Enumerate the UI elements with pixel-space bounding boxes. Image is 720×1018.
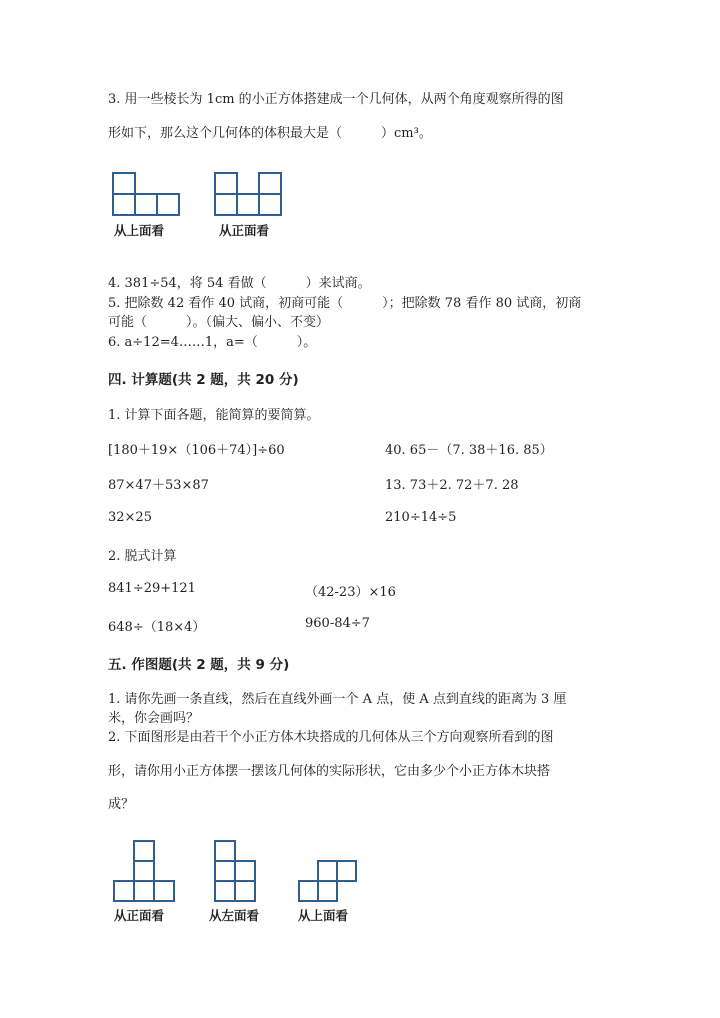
calc-item: 40. 65－（7. 38＋16. 85） <box>385 443 553 458</box>
q5-text-line1: 5. 把除数 42 看作 40 试商，初商可能（ ）；把除数 78 看作 80 试商，初商 <box>108 296 582 311</box>
q6-text: 6. a÷12=4……1，a=（ ）。 <box>108 335 317 350</box>
calc-item: 648÷（18×4） <box>108 620 206 635</box>
section4-q1-title: 1. 计算下面各题，能简算的要简算。 <box>108 408 320 423</box>
s5-left-view-figure <box>214 840 258 904</box>
q4-text: 4. 381÷54，将 54 看做（ ）来试商。 <box>108 276 371 291</box>
section5-heading: 五. 作图题(共 2 题，共 9 分) <box>108 657 290 673</box>
calc-item: 210÷14÷5 <box>385 510 457 525</box>
s5-top-view-figure <box>298 860 360 904</box>
q3-front-view-figure <box>214 172 284 218</box>
calc-item: 32×25 <box>108 510 152 525</box>
section5-q1-line1: 1. 请你先画一条直线，然后在直线外画一个 A 点，使 A 点到直线的距离为 3 厘 <box>108 692 567 707</box>
q3-top-view-figure <box>112 172 182 218</box>
s5-top-view-label: 从上面看 <box>298 908 349 923</box>
s5-front-view-figure <box>113 840 177 904</box>
s5-left-view-label: 从左面看 <box>209 908 260 923</box>
section5-q2-line1: 2. 下面图形是由若干个小正方体木块搭成的几何体从三个方向观察所看到的图 <box>108 730 554 745</box>
q3-top-view-label: 从上面看 <box>114 223 165 238</box>
q3-text-line1: 3. 用一些棱长为 1cm 的小正方体搭建成一个几何体，从两个角度观察所得的图 <box>108 92 564 107</box>
section4-q2-title: 2. 脱式计算 <box>108 549 177 564</box>
calc-item: 13. 73＋2. 72＋7. 28 <box>385 478 519 493</box>
calc-item: （42-23）×16 <box>305 585 396 600</box>
calc-item: 960-84÷7 <box>305 616 370 631</box>
calc-item: [180＋19×（106＋74）]÷60 <box>108 443 285 458</box>
section5-q2-line2: 形，请你用小正方体摆一摆该几何体的实际形状，它由多少个小正方体木块搭 <box>108 764 551 779</box>
section4-heading: 四. 计算题(共 2 题，共 20 分) <box>108 372 299 388</box>
calc-item: 841÷29+121 <box>108 581 196 596</box>
calc-item: 87×47＋53×87 <box>108 478 209 493</box>
section5-q2-line3: 成？ <box>108 797 135 812</box>
q3-front-view-label: 从正面看 <box>219 223 270 238</box>
q5-text-line2: 可能（ ）。（偏大、偏小、不变） <box>108 315 330 330</box>
q3-text-line2: 形如下，那么这个几何体的体积最大是（ ）cm³。 <box>108 126 432 141</box>
section5-q1-line2: 米，你会画吗？ <box>108 711 200 726</box>
s5-front-view-label: 从正面看 <box>114 908 165 923</box>
